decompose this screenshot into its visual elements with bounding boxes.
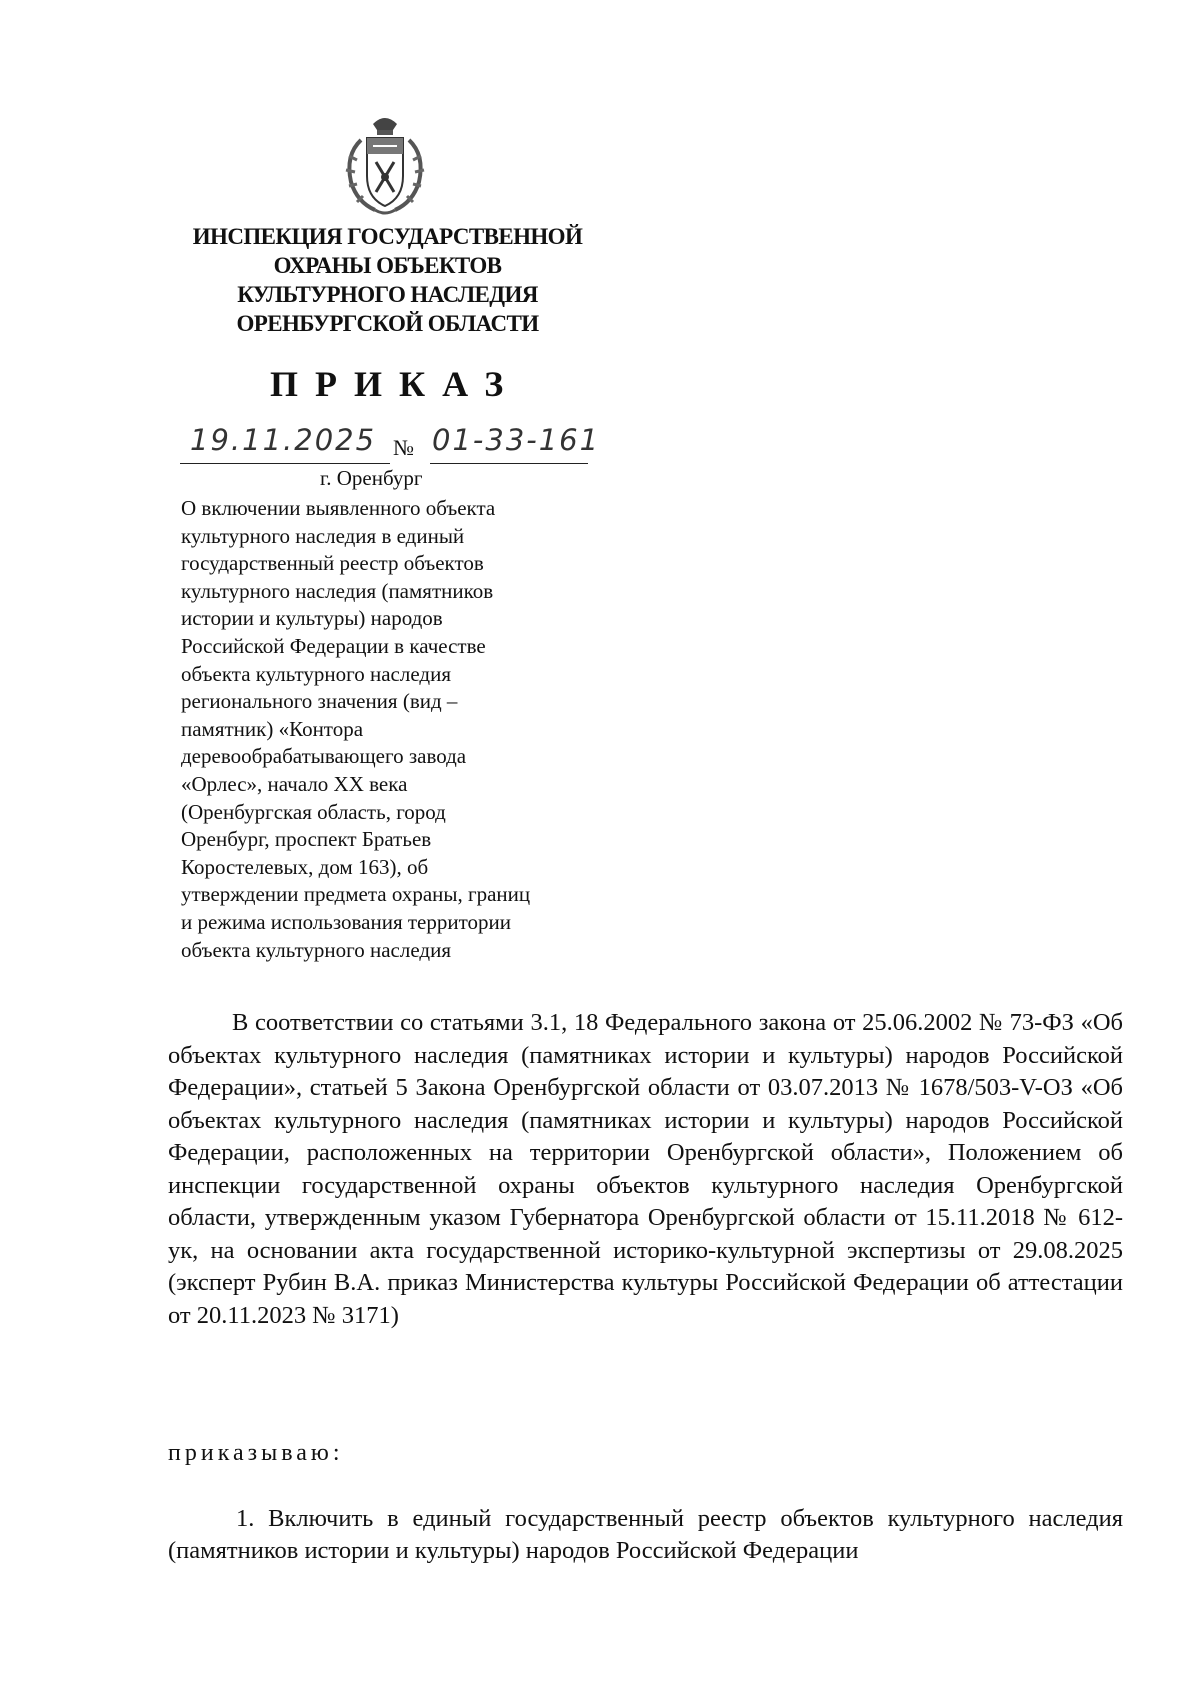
subject-line: культурного наследия (памятников	[181, 578, 494, 603]
subject-line: «Орлес», начало XX века	[181, 771, 408, 796]
item-1-text: 1. Включить в единый государственный реестр объектов культурного наследия (памятников истории и культуры) народов Российской Федерации	[168, 1505, 1123, 1564]
organization-line: ИНСПЕКЦИЯ ГОСУДАРСТВЕННОЙ	[192, 224, 583, 249]
subject-block	[181, 495, 530, 964]
subject-line: и режима использования территории	[181, 909, 511, 934]
city: г. Оренбург	[320, 466, 423, 490]
preamble-paragraph	[168, 1007, 1123, 1332]
preamble-text: В соответствии со статьями 3.1, 18 Федерального закона от 25.06.2002 № 73-ФЗ «Об объектах культурного наследия (памятниках истории и культуры) народов Российской Федерации», статьей 5 Закона Оренбургской области от 03.07.2013 № 1678/503-V-ОЗ «Об объектах культурного наследия (памятниках истории и культуры) народов Российской Федерации, расположенных на территории Оренбургской области», Положением об инспекции государственной охраны объектов культурного наследия Оренбургской области, утвержденным указом Губернатора Оренбургской области от 15.11.2018 № 612-ук, на основании акта государственной историко-культурной экспертизы от 29.08.2025 (эксперт Рубин В.А. приказ Министерства культуры Российской Федерации об аттестации от 20.11.2023 № 3171)	[168, 1009, 1123, 1329]
subject-line: Российской Федерации в качестве	[181, 633, 486, 658]
number-sign: №	[393, 435, 414, 460]
subject-line: регионального значения (вид –	[181, 689, 458, 714]
document-type-title: ПРИКАЗ	[270, 364, 521, 404]
organization-line: КУЛЬТУРНОГО НАСЛЕДИЯ	[237, 282, 538, 307]
organization-line: ОРЕНБУРГСКОЙ ОБЛАСТИ	[236, 311, 539, 336]
handwritten-date: 19.11.2025	[190, 423, 377, 457]
subject-line: памятник) «Контора	[181, 716, 364, 741]
order-word: приказываю:	[168, 1440, 344, 1466]
item-1-paragraph	[168, 1503, 1123, 1567]
subject-line: (Оренбургская область, город	[181, 799, 446, 824]
date-underline	[180, 463, 390, 464]
coat-of-arms-icon	[335, 110, 435, 218]
subject-line: утверждении предмета охраны, границ	[181, 882, 531, 907]
subject-line: объекта культурного наследия	[181, 937, 451, 962]
organization-line: ОХРАНЫ ОБЪЕКТОВ	[273, 253, 502, 278]
subject-line: объекта культурного наследия	[181, 661, 451, 686]
subject-line: Оренбург, проспект Братьев	[181, 827, 432, 852]
organization-name	[165, 222, 610, 338]
subject-line: деревообрабатывающего завода	[181, 744, 467, 769]
subject-line: О включении выявленного объекта	[181, 496, 496, 520]
subject-line: культурного наследия в единый	[181, 523, 465, 548]
number-underline	[430, 463, 588, 464]
subject-line: государственный реестр объектов	[181, 551, 484, 576]
subject-line: Коростелевых, дом 163), об	[181, 854, 429, 879]
subject-line: истории и культуры) народов	[181, 606, 443, 631]
handwritten-number: 01-33-161	[432, 423, 601, 457]
